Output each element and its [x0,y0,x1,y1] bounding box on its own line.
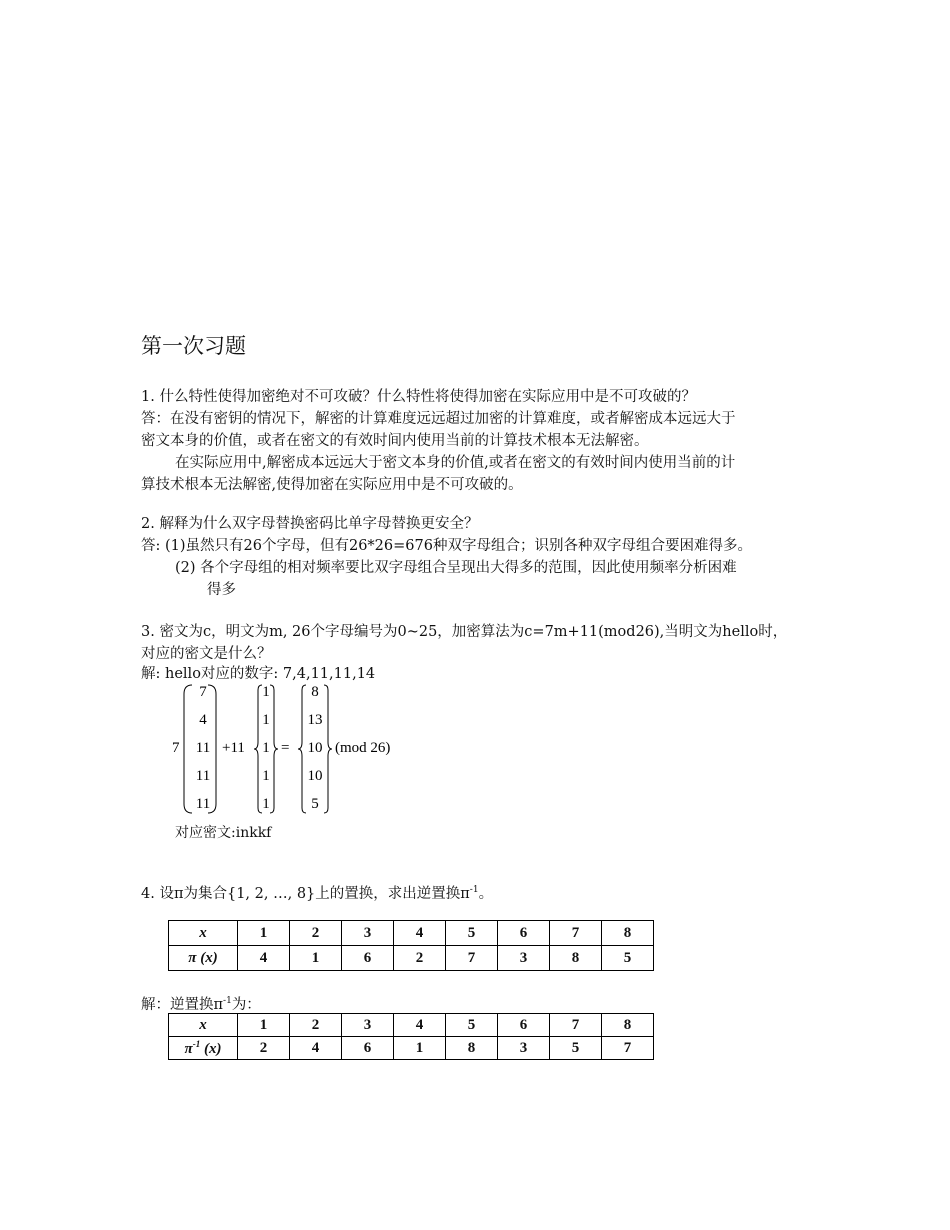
table-cell: 4 [238,946,290,971]
table-cell: 8 [602,1014,654,1037]
coefficient: 7 [172,740,180,756]
vector-c-1: 13 [307,712,323,728]
table-cell: 4 [394,921,446,946]
table-cell: 3 [342,1014,394,1037]
table-row [169,1037,654,1060]
vector-m-0: 7 [199,684,207,700]
vector-c-0: 8 [311,684,319,700]
q2-answer-line-2: (2) 各个字母组的相对频率要比双字母组合呈现出大得多的范围，因此使用频率分析困难 [175,560,737,576]
vector-one-4: 1 [262,796,270,812]
table-cell: 5 [446,1014,498,1037]
table-cell: 4 [290,1037,342,1060]
plus-eleven: +11 [222,740,245,756]
table-row [169,921,654,946]
table-cell: 7 [550,1014,602,1037]
table-cell: 6 [498,921,550,946]
q4-solution [141,993,261,1014]
q4-question-middle: 为集合{1, 2, …, 8}上的置换，求出逆置换 [183,886,461,902]
table-row [169,946,654,971]
table-cell: 6 [342,1037,394,1060]
table-cell: 3 [498,1037,550,1060]
inverse-exponent: -1 [469,885,479,896]
q2-answer-line-3: 得多 [207,582,236,598]
table-cell: 6 [342,946,394,971]
left-paren-open [184,685,192,813]
q3-solution: 解: hello对应的数字: 7,4,11,11,14 [141,666,376,682]
vector-m-1: 4 [199,712,207,728]
table-cell: 6 [498,1014,550,1037]
inverse-exponent: -1 [223,996,232,1007]
q4-question-end: 。 [478,886,494,902]
table-cell: 7 [446,946,498,971]
vector-m-4: 11 [195,796,211,812]
row-header-x: x [169,1014,238,1037]
table-cell: 3 [498,946,550,971]
table-cell: 5 [446,921,498,946]
q2-answer-line-1: 答: (1)虽然只有26个字母，但有26*26=676种双字母组合；识别各种双字母组合要困难得多。 [141,538,752,554]
inverse-permutation-table [168,1013,654,1060]
q1-question: 1. 什么特性使得加密绝对不可攻破？什么特性将使得加密在实际应用中是不可攻破的？ [141,389,696,405]
table-cell: 1 [238,1014,290,1037]
ones-brace-open [254,685,262,813]
table-cell: 8 [550,946,602,971]
x-argument: (x) [200,1040,222,1057]
table-cell: 1 [290,946,342,971]
vector-c-2: 10 [307,740,323,756]
table-cell: 7 [550,921,602,946]
vector-c-3: 10 [307,768,323,784]
result-brace-close [324,685,332,813]
table-cell: 1 [394,1037,446,1060]
table-cell: 5 [550,1037,602,1060]
pi-symbol: π [184,1040,193,1057]
q3-question-line-1: 3. 密文为c，明文为m, 26个字母编号为0~25，加密算法为c=7m+11(mod26),当明文为hello时， [141,624,788,640]
q3-question-line-2: 对应的密文是什么？ [141,646,272,662]
q4-question [141,882,493,903]
row-header-pi-inverse-x [169,1037,238,1060]
q4-solution-end: 为： [231,997,261,1013]
table-cell: 7 [602,1037,654,1060]
q4-question-prefix: 4. 设 [141,886,174,902]
pi-symbol: π [460,886,470,902]
equals-sign: = [281,740,290,756]
table-cell: 5 [602,946,654,971]
permutation-table [168,920,654,971]
q1-answer-line-2: 密文本身的价值，或者在密文的有效时间内使用当前的计算技术根本无法解密。 [141,433,649,449]
table-cell: 2 [290,921,342,946]
matrix-equation [172,682,412,816]
vector-one-0: 1 [262,684,270,700]
table-cell: 8 [446,1037,498,1060]
q3-result: 对应密文:inkkf [175,825,272,841]
vector-m-3: 11 [195,768,211,784]
table-cell: 1 [238,921,290,946]
result-brace-open [298,685,306,813]
table-cell: 2 [290,1014,342,1037]
vector-one-3: 1 [262,768,270,784]
pi-symbol: π [213,997,224,1013]
q2-question: 2. 解释为什么双字母替换密码比单字母替换更安全？ [141,516,479,532]
vector-one-2: 1 [262,740,270,756]
row-header-x: x [169,921,238,946]
q1-answer-line-3: 在实际应用中,解密成本远远大于密文本身的价值,或者在密文的有效时间内使用当前的计 [175,455,736,471]
q4-solution-prefix: 解：逆置换 [141,997,214,1013]
q1-answer-line-1: 答：在没有密钥的情况下，解密的计算难度远远超过加密的计算难度，或者解密成本远远大于 [141,411,736,427]
vector-m-2: 11 [195,740,211,756]
table-cell: 2 [394,946,446,971]
page-title: 第一次习题 [141,334,246,358]
vector-c-4: 5 [311,796,319,812]
vector-one-1: 1 [262,712,270,728]
table-cell: 8 [602,921,654,946]
inverse-exponent: -1 [192,1038,201,1049]
pi-symbol: π [173,886,184,902]
table-cell: 3 [342,921,394,946]
q1-answer-line-4: 算技术根本无法解密,使得加密在实际应用中是不可攻破的。 [141,477,523,493]
ones-brace-close [270,685,278,813]
table-cell: 4 [394,1014,446,1037]
row-header-pi-x: π (x) [169,946,238,971]
table-row [169,1014,654,1037]
table-cell: 2 [238,1037,290,1060]
mod-26: (mod 26) [335,740,391,756]
